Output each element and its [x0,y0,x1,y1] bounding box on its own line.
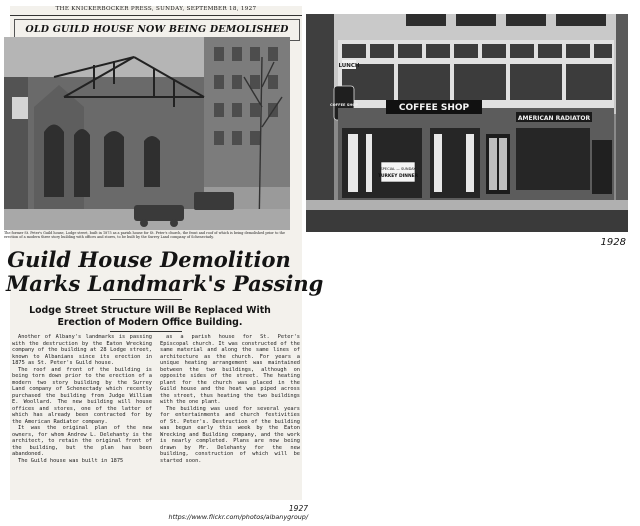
demolition-photo [4,37,290,230]
column-1-paragraph: The Guild house was built in 1875 [18,457,124,464]
year-label-1927: 1927 [288,504,308,513]
demolition-photo-drawing [4,37,290,230]
vertical-coffee-sign: COFFEE SHOP [329,103,359,107]
flickr-credit-link[interactable]: https://www.flickr.com/photos/albanygroup/ [168,513,308,521]
photo-title: OLD GUILD HOUSE NOW BEING DEMOLISHED [25,24,289,35]
column-1-paragraph: Another of Albany's landmarks is passing with the destruction by the Eaton Wrecking company of the building at 28 Lodge street, known to Albanians since its erection in 1875 as St. Peter's Guild house. [12,334,152,366]
storefront-photo-drawing [306,14,628,232]
american-radiator-sign: AMERICAN RADIATOR [517,115,591,122]
headline-line-1: Guild House Demolition [7,247,291,272]
column-1-paragraph: It was the original plan of the new owners, for whom Andrew L. Delehanty is the architect, to retain the original front of the building, but the plan has been abandoned. [12,425,152,457]
article-column-2 [160,334,300,464]
headline-line-2: Marks Landmark's Passing [6,271,324,296]
article-subhead: Lodge Street Structure Will Be Replaced With Erection of Modern Office Building. [29,305,271,328]
window-card-line-1: SPECIAL — SUNDAY [380,167,416,171]
lunch-sign: LUNCH [338,63,360,69]
demolition-photo-caption: The former St. Peter's Guild house, Lodge street, built in 1875 as a parish house for St. Peter's church, the front and roof of which is being demolished prior to the erection of a modern three story building with offices and stores, to be built by the Surrey Land company of Schenectady. [4,231,285,239]
column-2-paragraph: The building was used for several years for entertainments and church festivities of St. Peter's. Destruction of the building was begun early this week by the Eaton Wrecking and Building company, and the work is nearly completed. Plans are now being drawn by Mr. Delehanty for the new building, construction of which will be started soon. [160,405,300,464]
storefront-photo [306,14,628,232]
coffee-shop-sign: COFFEE SHOP [398,103,470,113]
subhead-rule [110,331,182,332]
newspaper-masthead: THE KNICKERBOCKER PRESS, SUNDAY, SEPTEMBER 18, 1927 [10,6,302,16]
article-column-1 [12,334,152,464]
article-headline [6,247,324,296]
column-1-paragraph: The roof and front of the building is being torn down prior to the erection of a modern two story building by the Surrey Land company of Schenectady which recently purchased the building from Judge William E. Woollard. The new building will house offices and stores, one of the latter of which has already been contracted for by the American Radiator company. [12,366,152,425]
window-card-line-2: TURKEY DINNER [377,174,419,179]
headline-rule [110,299,182,300]
year-label-1928: 1928 [600,237,626,248]
column-2-paragraph: as a parish house for St. Peter's Episcopal church. It was constructed of the same material and along the same lines of architecture as the church. For years a unique heating arrangement was maintained between the two buildings, although on opposite sides of the street. The heating plant for the church was placed in the Guild house and the heat was piped across the street, thus heating the two buildings with the one plant. [160,334,300,405]
